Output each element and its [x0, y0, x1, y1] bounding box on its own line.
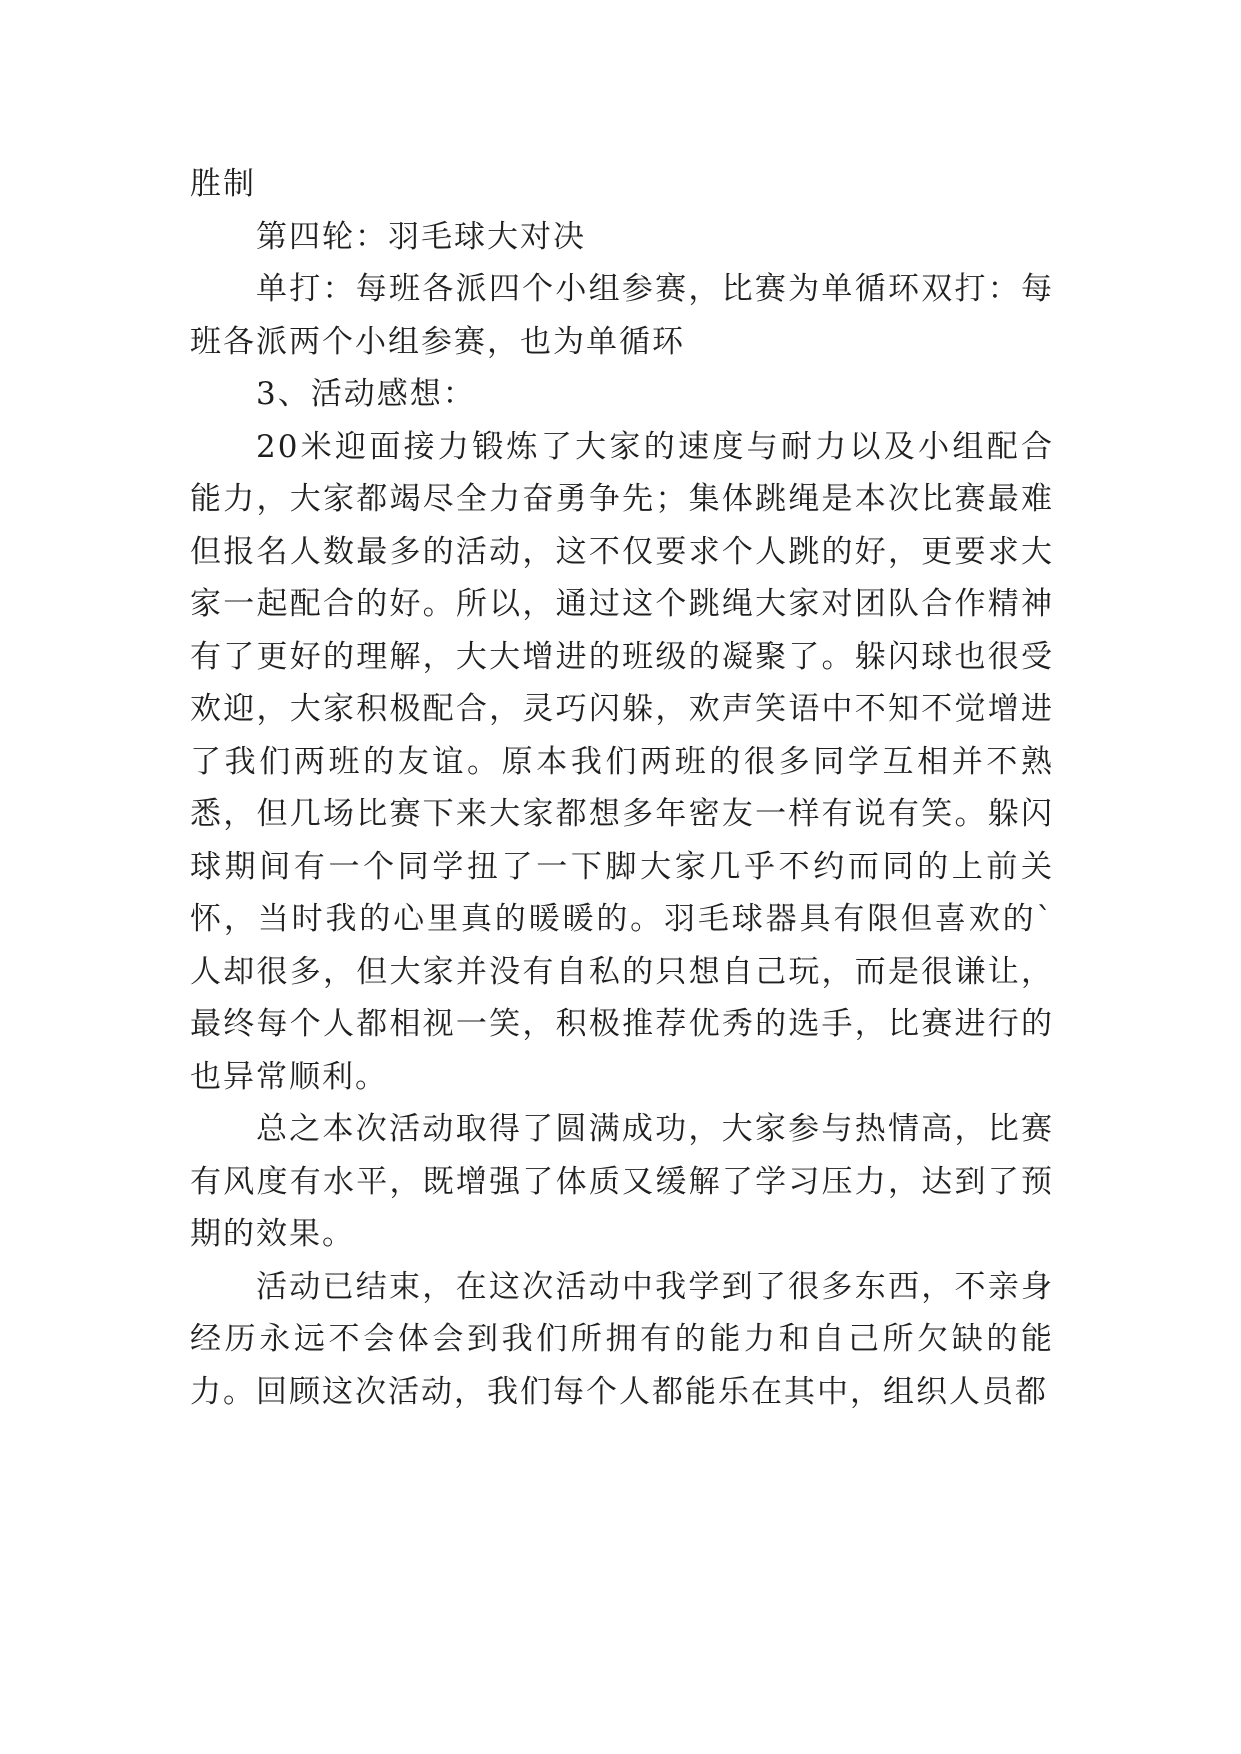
text-fragment-sheng-zhi: 胜制	[190, 166, 256, 202]
closing-paragraph: 活动已结束，在这次活动中我学到了很多东西，不亲身经历永远不会体会到我们所拥有的能力和自己所欠缺的能力。回顾这次活动，我们每个人都能乐在其中，组织人员都	[190, 1268, 1054, 1410]
round-four-heading: 第四轮：羽毛球大对决	[256, 218, 586, 255]
badminton-rules-paragraph: 单打：每班各派四个小组参赛，比赛为单循环双打：每班各派两个小组参赛，也为单循环	[190, 271, 1054, 360]
document-body	[190, 158, 1054, 1418]
reflection-paragraph: 20米迎面接力锻炼了大家的速度与耐力以及小组配合能力，大家都竭尽全力奋勇争先；集体跳绳是本次比赛最难但报名人数最多的活动，这不仅要求个人跳的好，更要求大家一起配合的好。所以，通过这个跳绳大家对团队合作精神有了更好的理解，大大增进的班级的凝聚了。躲闪球也很受欢迎，大家积极配合，灵巧闪躲，欢声笑语中不知不觉增进了我们两班的友谊。原本我们两班的很多同学互相并不熟悉，但几场比赛下来大家都想多年密友一样有说有笑。躲闪球期间有一个同学扭了一下脚大家几乎不约而同的上前关怀，当时我的心里真的暖暖的。羽毛球器具有限但喜欢的`人却很多，但大家并没有自私的只想自己玩，而是很谦让，最终每个人都相视一笑，积极推荐优秀的选手，比赛进行的也异常顺利。	[190, 428, 1054, 1095]
section-heading-activity-reflections: 3、活动感想：	[256, 376, 476, 412]
summary-paragraph: 总之本次活动取得了圆满成功，大家参与热情高，比赛有风度有水平，既增强了体质又缓解了学习压力，达到了预期的效果。	[190, 1111, 1054, 1252]
